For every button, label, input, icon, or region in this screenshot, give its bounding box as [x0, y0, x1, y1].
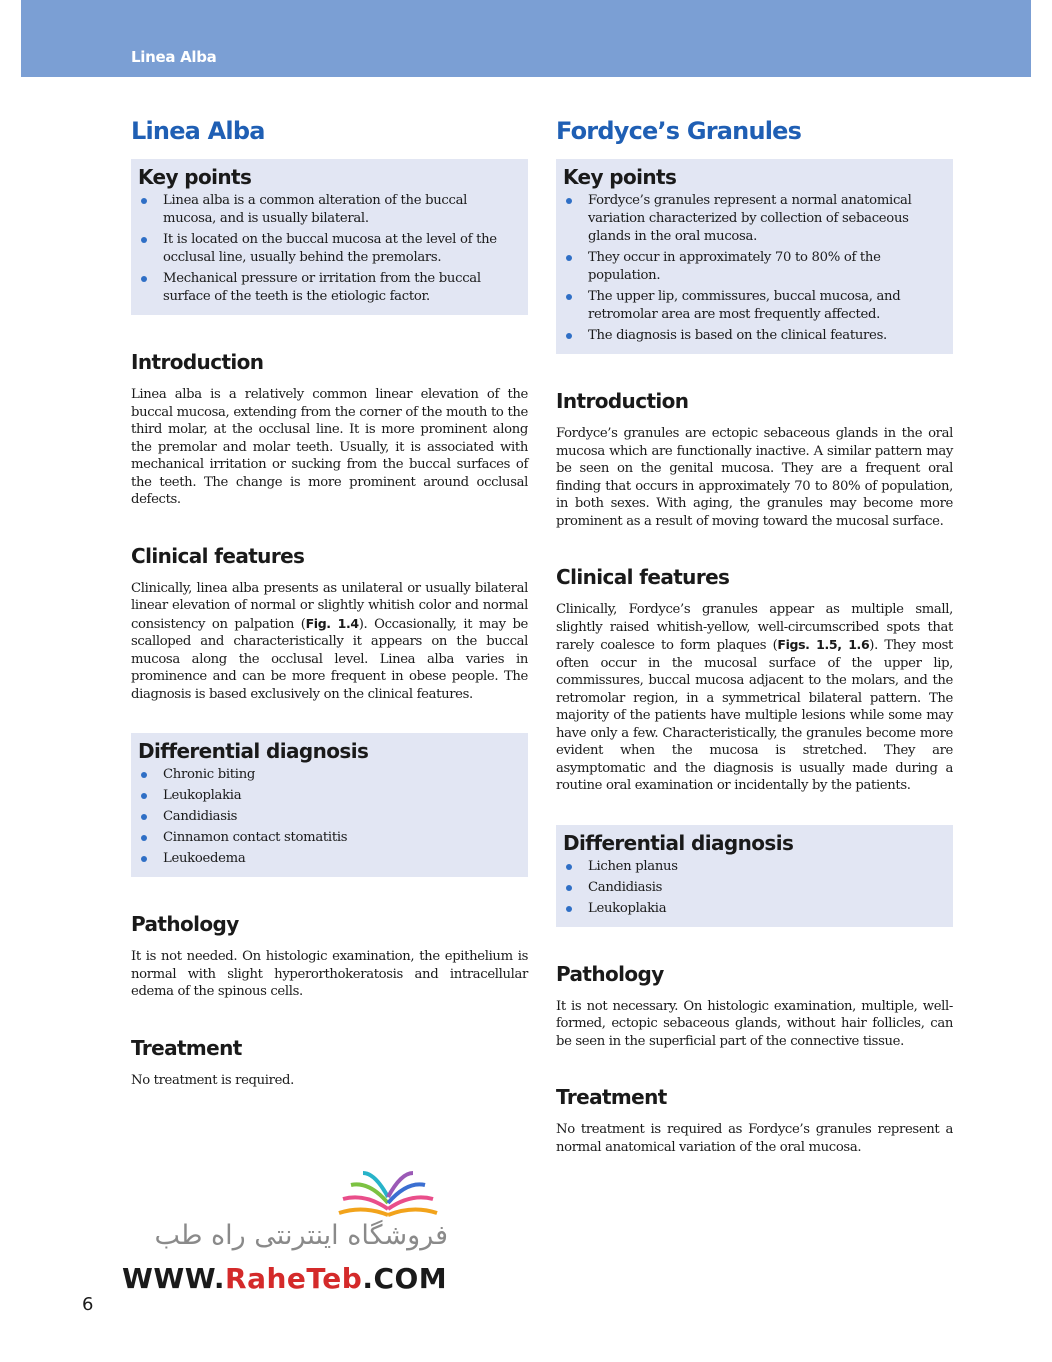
list-item: The diagnosis is based on the clinical features.	[563, 327, 945, 345]
figure-reference: Figs. 1.5, 1.6	[777, 637, 870, 652]
figure-reference: Fig. 1.4	[305, 615, 359, 631]
clinical-features-text: Clinically, Fordyce’s granules appear as multiple small, slightly raised whitish-yellow, well-circumscribed spots that rarely coalesce to form plaques (Figs. 1.5, 1.6). They most often occur in the mucosal surface of the upper lip, commissures, buccal mucosa adjacent to the molars, and the retromolar region, in a symmetrical bilateral pattern. The majority of the patients have multiple lesions while some may have only a few. Characteristically, the granules become more evident when the mucosa is stretched. They are asymptomatic and the diagnosis is usually made during a routine oral examination or incidentally by the patients.	[556, 602, 953, 793]
treatment-heading: Treatment	[556, 1085, 667, 1109]
treatment-text: No treatment is required as Fordyce’s granules represent a normal anatomical variation of the oral mucosa.	[556, 1122, 953, 1155]
chapter-title-right: Fordyce’s Granules	[556, 117, 802, 145]
pathology-text: It is not needed. On histologic examination, the epithelium is normal with slight hyperorthokeratosis and intracellular edema of the spinous cells.	[131, 949, 528, 999]
clinical-features-heading: Clinical features	[131, 543, 305, 568]
differential-diagnosis-box-right	[556, 825, 953, 927]
list-item: Candidiasis	[563, 879, 945, 897]
introduction-heading: Introduction	[556, 389, 689, 413]
left-column	[131, 116, 528, 1089]
book-logo-icon	[333, 1165, 443, 1225]
list-item: They occur in approximately 70 to 80% of the population.	[563, 249, 945, 285]
pathology-text: It is not necessary. On histologic examination, multiple, well-formed, ectopic sebaceous glands, without hair follicles, can be seen in the superficial part of the connective tissue.	[556, 998, 953, 1049]
key-points-heading: Key points	[138, 165, 252, 189]
pathology-heading: Pathology	[131, 912, 239, 936]
watermark	[118, 1160, 458, 1300]
list-item: Fordyce’s granules represent a normal anatomical variation characterized by collection of sebaceous glands in the oral mucosa.	[563, 192, 945, 246]
differential-diagnosis-box-left	[131, 733, 528, 877]
list-item: Leukoplakia	[563, 900, 945, 918]
key-points-list	[138, 192, 520, 306]
list-item: Mechanical pressure or irritation from the buccal surface of the teeth is the etiologic factor.	[138, 270, 520, 306]
introduction-heading: Introduction	[131, 350, 264, 374]
clinical-features-text: Clinically, linea alba presents as unilateral or usually bilateral linear elevation of normal or slightly whitish color and normal consistency on palpation (Fig. 1.4). Occasionally, it may be scalloped and characteristically it appears on the buccal mucosa along the occlusal level. Linea alba varies in prominence and can be more frequent in obese people. The diagnosis is based exclusively on the clinical features.	[131, 580, 529, 702]
list-item: Chronic biting	[138, 766, 520, 784]
watermark-url: WWW.RaheTeb.COM	[122, 1262, 448, 1295]
watermark-farsi-text: فروشگاه اینترنتی راه طب	[154, 1220, 448, 1251]
chapter-title-left: Linea Alba	[131, 117, 265, 145]
list-item: Candidiasis	[138, 808, 520, 826]
key-points-box-left	[131, 159, 528, 315]
list-item: Lichen planus	[563, 858, 945, 876]
key-points-box-right	[556, 159, 953, 354]
running-head: Linea Alba	[131, 48, 217, 66]
key-points-list	[563, 192, 945, 345]
list-item: The upper lip, commissures, buccal mucosa, and retromolar area are most frequently affected.	[563, 288, 945, 324]
pathology-heading: Pathology	[556, 961, 664, 986]
page-number: 6	[82, 1294, 94, 1315]
list-item: Leukoplakia	[138, 787, 520, 805]
list-item: It is located on the buccal mucosa at the level of the occlusal line, usually behind the premolars.	[138, 231, 520, 267]
differential-diagnosis-heading: Differential diagnosis	[138, 739, 369, 763]
treatment-text: No treatment is required.	[131, 1072, 294, 1088]
differential-list	[563, 858, 945, 918]
clinical-features-heading: Clinical features	[556, 565, 730, 589]
list-item: Leukoedema	[138, 850, 520, 868]
list-item: Linea alba is a common alteration of the buccal mucosa, and is usually bilateral.	[138, 192, 520, 228]
differential-diagnosis-heading: Differential diagnosis	[563, 830, 794, 855]
introduction-text: Fordyce’s granules are ectopic sebaceous glands in the oral mucosa which are functionally inactive. A similar pattern may be seen on the genital mucosa. They are a frequent oral finding that occurs in approximately 70 to 80% of population, in both sexes. With aging, the granules may become more prominent as a result of moving toward the mucosal surface.	[556, 426, 953, 529]
introduction-text: Linea alba is a relatively common linear elevation of the buccal mucosa, extending from the corner of the mouth to the third molar, at the occlusal line. It is more prominent along the premolar and molar teeth. Usually, it is associated with mechanical irritation or sucking from the buccal surfaces of the teeth. The change is more prominent around occlusal defects.	[131, 387, 528, 507]
key-points-heading: Key points	[563, 165, 677, 189]
list-item: Cinnamon contact stomatitis	[138, 829, 520, 847]
differential-list	[138, 766, 520, 868]
right-column	[556, 116, 953, 1156]
treatment-heading: Treatment	[131, 1035, 242, 1060]
